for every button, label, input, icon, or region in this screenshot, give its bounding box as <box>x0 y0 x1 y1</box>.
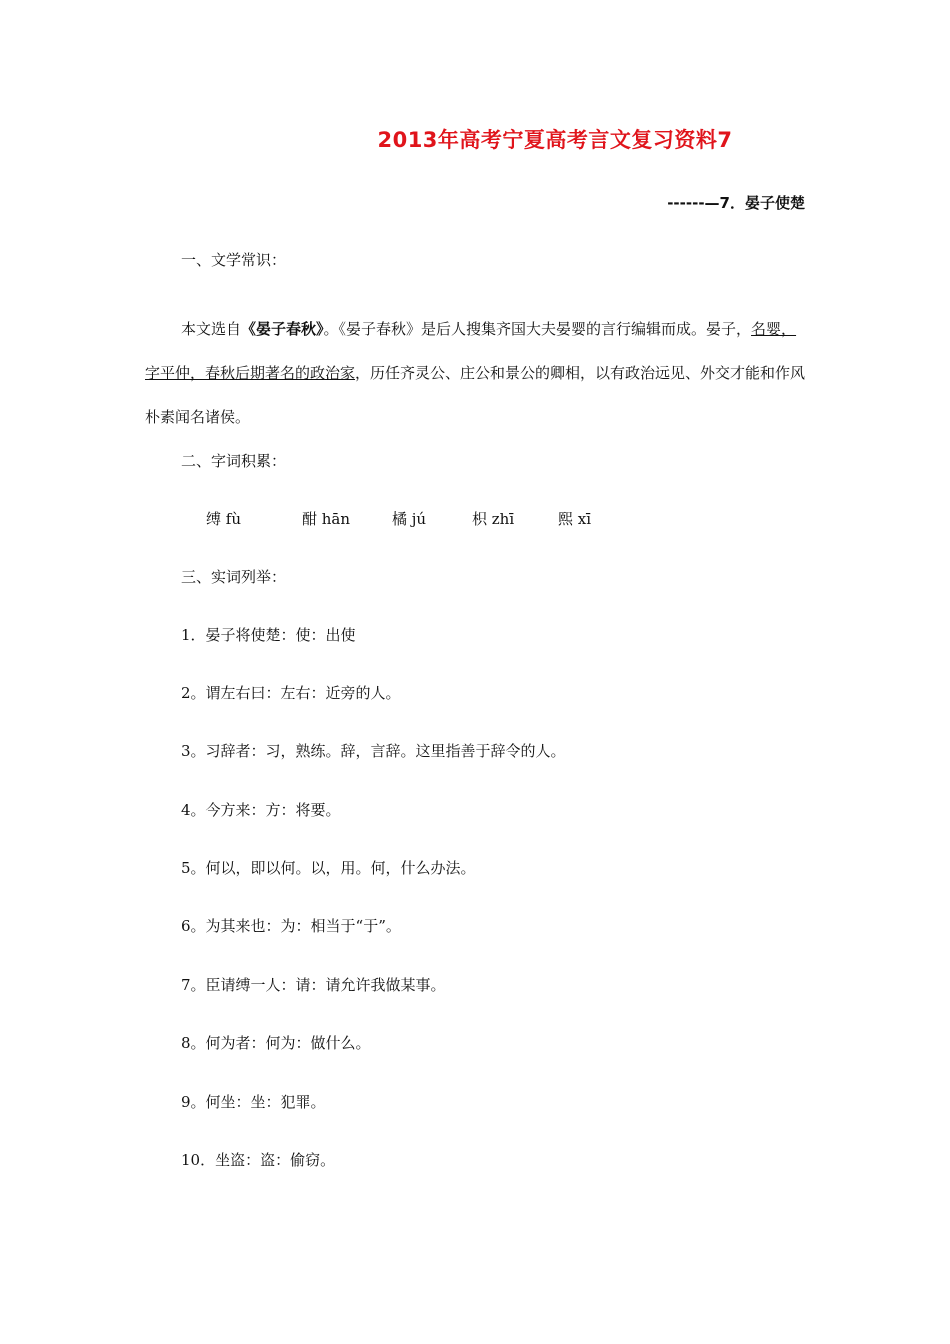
list-item: 2。谓左右曰：左右：近旁的人。 <box>181 684 401 702</box>
document-title: 2013年高考宁夏高考言文复习资料7 <box>377 128 733 152</box>
intro-text-1: 本文选自 <box>181 320 242 338</box>
list-item: 5。何以，即以何。以，用。何，什么办法。 <box>181 859 476 877</box>
underlined-phrase: 名婴，字平仲，春秋后期著名的政治家 <box>145 320 797 382</box>
intro-paragraph <box>145 307 808 439</box>
intro-text-3: ，历任齐灵公、庄公和景公的卿相，以有政治远见、外交才能和作风朴素闻名诸侯。 <box>145 364 806 426</box>
list-item: 9。何坐：坐：犯罪。 <box>181 1093 326 1111</box>
section-heading-vocabulary: 二、字词积累： <box>181 452 287 470</box>
book-title: 《晏子春秋》 <box>241 320 324 338</box>
section-heading-words: 三、实词列举： <box>181 568 287 586</box>
section-heading-literature: 一、文学常识： <box>181 251 287 269</box>
list-item: 4。今方来：方：将要。 <box>181 801 341 819</box>
vocab-item: 橘 jú <box>392 510 427 528</box>
list-item: 7。臣请缚一人：请：请允许我做某事。 <box>181 976 446 994</box>
list-item: 3。习辞者：习，熟练。辞，言辞。这里指善于辞令的人。 <box>181 742 566 760</box>
vocab-item: 枳 zhī <box>472 510 515 528</box>
document-subtitle: ------—7．晏子使楚 <box>667 194 805 212</box>
vocab-item: 缚 fù <box>206 510 241 528</box>
list-item: 8。何为者：何为：做什么。 <box>181 1034 371 1052</box>
list-item: 10．坐盗：盗：偷窃。 <box>181 1151 336 1169</box>
intro-text-2: 。《晏子春秋》是后人搜集齐国大夫晏婴的言行编辑而成。晏子， <box>323 320 752 338</box>
vocab-item: 熙 xī <box>558 510 592 528</box>
list-item: 6。为其来也：为：相当于“于”。 <box>181 917 401 935</box>
vocab-item: 酣 hān <box>302 510 351 528</box>
list-item: 1．晏子将使楚：使：出使 <box>181 626 356 644</box>
